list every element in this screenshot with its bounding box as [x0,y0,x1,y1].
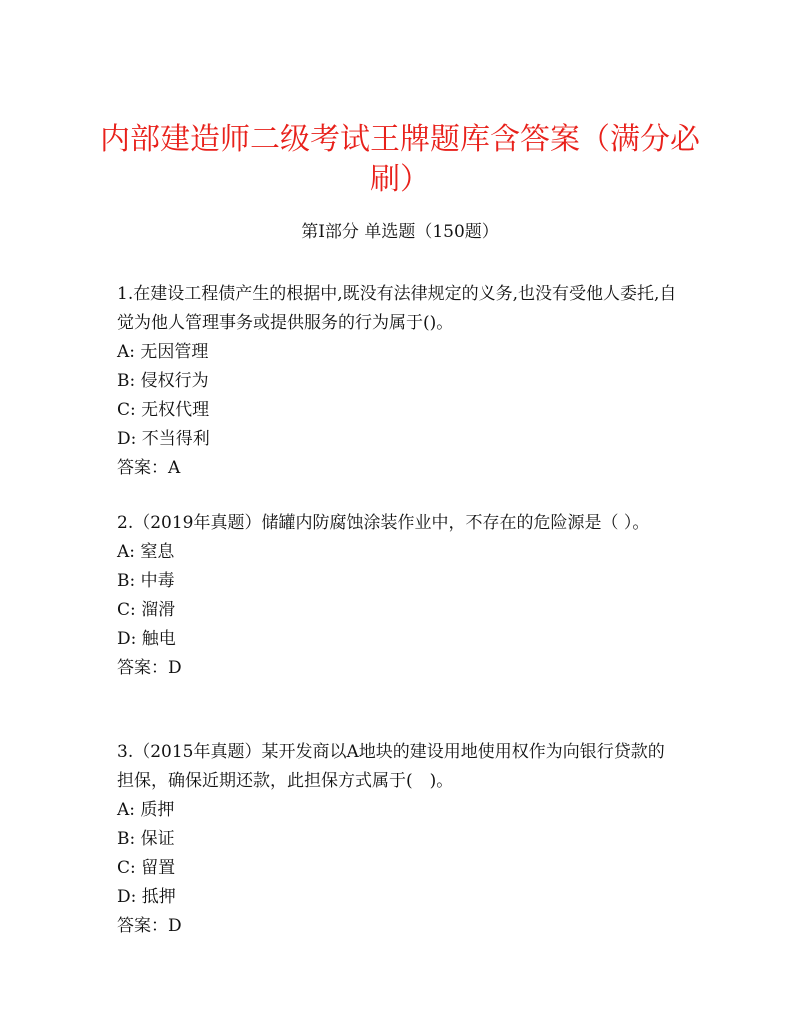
option-c: C: 留置 [117,858,176,878]
option-d: D: 触电 [117,629,176,649]
option-a: A: 质押 [117,800,175,820]
option-c: C: 溜滑 [117,600,176,620]
section-heading: 第I部分 单选题（150题） [301,222,499,242]
document-title: 内部建造师二级考试王牌题库含答案（满分必刷） [100,122,700,197]
answer-line: 答案：D [117,658,182,678]
option-b: B: 侵权行为 [117,371,209,391]
question-1 [117,280,677,483]
question-text: 1.在建设工程债产生的根据中,既没有法律规定的义务,也没有受他人委托,自觉为他人管理事务或提供服务的行为属于()。 [117,284,677,333]
option-a: A: 窒息 [117,542,175,562]
option-c: C: 无权代理 [117,400,210,420]
option-d: D: 不当得利 [117,429,210,449]
question-text: 2.（2019年真题）储罐内防腐蚀涂装作业中，不存在的危险源是（ ）。 [117,513,650,533]
question-2 [117,509,677,683]
answer-line: 答案：D [117,916,182,936]
answer-line: 答案：A [117,458,181,478]
option-a: A: 无因管理 [117,342,209,362]
question-text: 3.（2015年真题）某开发商以A地块的建设用地使用权作为向银行贷款的担保，确保近期还款，此担保方式属于( )。 [117,742,665,791]
option-b: B: 保证 [117,829,175,849]
option-d: D: 抵押 [117,887,176,907]
option-b: B: 中毒 [117,571,175,591]
question-3 [117,738,677,941]
